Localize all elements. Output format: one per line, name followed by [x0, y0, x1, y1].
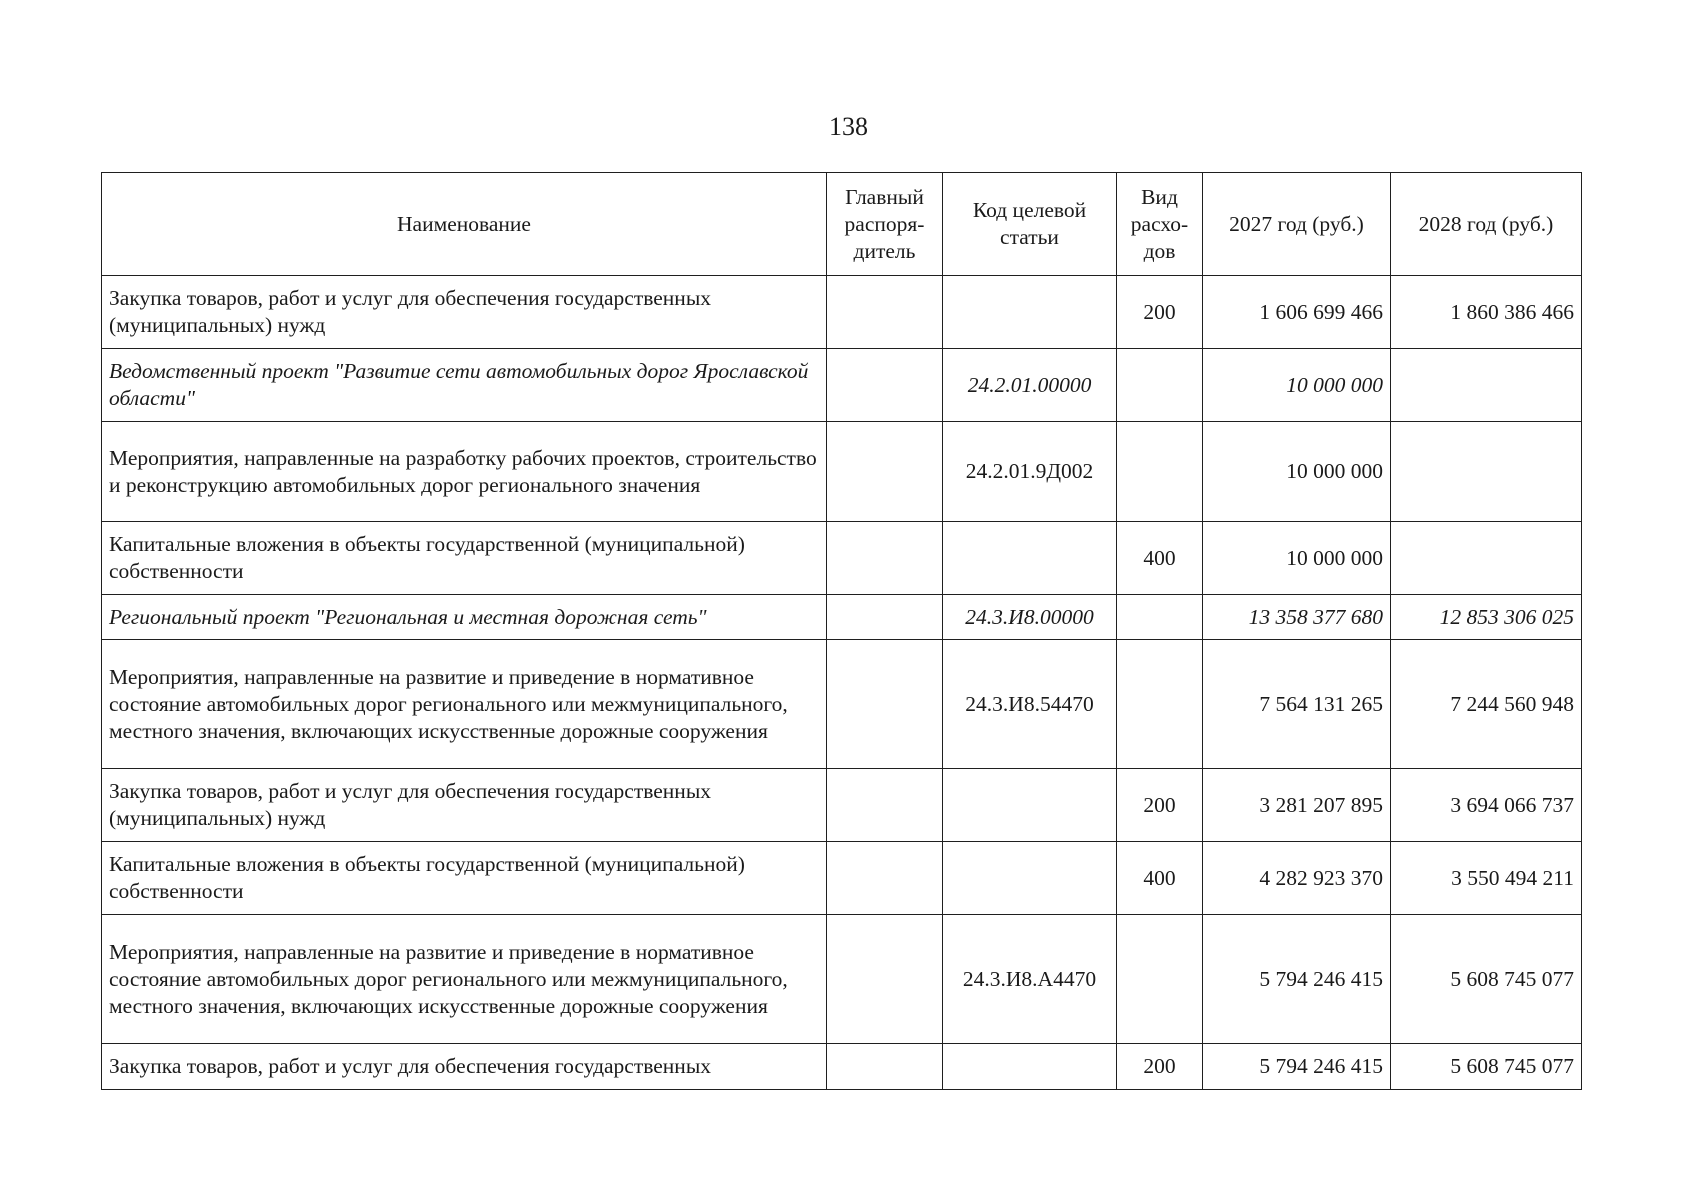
row-amount-2027: 4 282 923 370	[1203, 842, 1391, 915]
table-row	[102, 769, 1582, 842]
row-expense-type	[1117, 349, 1203, 422]
table-row	[102, 349, 1582, 422]
row-amount-2028	[1391, 522, 1582, 595]
row-amount-2028: 1 860 386 466	[1391, 276, 1582, 349]
row-amount-2028: 5 608 745 077	[1391, 1044, 1582, 1090]
page-number: 138	[829, 112, 868, 141]
row-amount-2028	[1391, 422, 1582, 522]
row-expense-type	[1117, 422, 1203, 522]
row-manager	[827, 422, 943, 522]
row-code: 24.2.01.9Д002	[943, 422, 1117, 522]
row-code	[943, 1044, 1117, 1090]
row-amount-2027: 1 606 699 466	[1203, 276, 1391, 349]
row-manager	[827, 276, 943, 349]
table-row	[102, 595, 1582, 640]
budget-table	[101, 172, 1582, 1090]
row-expense-type: 200	[1117, 769, 1203, 842]
header-year-2028: 2028 год (руб.)	[1391, 173, 1582, 276]
row-manager	[827, 640, 943, 769]
row-amount-2027: 3 281 207 895	[1203, 769, 1391, 842]
row-amount-2027: 5 794 246 415	[1203, 1044, 1391, 1090]
row-expense-type	[1117, 640, 1203, 769]
table-row	[102, 1044, 1582, 1090]
row-code	[943, 842, 1117, 915]
header-code: Код целевой статьи	[943, 173, 1117, 276]
row-amount-2028: 12 853 306 025	[1391, 595, 1582, 640]
row-name: Капитальные вложения в объекты государственной (муниципальной) собственности	[102, 842, 827, 915]
row-name: Закупка товаров, работ и услуг для обеспечения государственных (муниципальных) нужд	[102, 769, 827, 842]
row-name: Мероприятия, направленные на развитие и приведение в нормативное состояние автомобильных дорог регионального или межмуниципального, местного значения, включающих искусственные дорожные сооружения	[102, 640, 827, 769]
row-name: Ведомственный проект "Развитие сети автомобильных дорог Ярославской области"	[102, 349, 827, 422]
header-row	[102, 173, 1582, 276]
row-expense-type	[1117, 595, 1203, 640]
header-year-2027: 2027 год (руб.)	[1203, 173, 1391, 276]
row-code: 24.3.И8.54470	[943, 640, 1117, 769]
row-manager	[827, 595, 943, 640]
row-code: 24.3.И8.00000	[943, 595, 1117, 640]
row-amount-2028: 7 244 560 948	[1391, 640, 1582, 769]
row-amount-2027: 13 358 377 680	[1203, 595, 1391, 640]
row-code	[943, 276, 1117, 349]
header-name: Наименование	[102, 173, 827, 276]
header-expense-type: Вид расхо-дов	[1117, 173, 1203, 276]
row-code	[943, 522, 1117, 595]
row-name: Региональный проект "Региональная и местная дорожная сеть"	[102, 595, 827, 640]
row-amount-2028: 3 694 066 737	[1391, 769, 1582, 842]
row-code	[943, 769, 1117, 842]
row-name: Закупка товаров, работ и услуг для обеспечения государственных (муниципальных) нужд	[102, 276, 827, 349]
row-amount-2028: 5 608 745 077	[1391, 915, 1582, 1044]
row-amount-2027: 10 000 000	[1203, 349, 1391, 422]
row-manager	[827, 349, 943, 422]
row-code: 24.2.01.00000	[943, 349, 1117, 422]
row-expense-type: 400	[1117, 842, 1203, 915]
table-row	[102, 422, 1582, 522]
row-name: Мероприятия, направленные на разработку рабочих проектов, строительство и реконструкцию автомобильных дорог регионального значения	[102, 422, 827, 522]
row-amount-2027: 7 564 131 265	[1203, 640, 1391, 769]
table-row	[102, 640, 1582, 769]
row-amount-2028	[1391, 349, 1582, 422]
row-name: Мероприятия, направленные на развитие и приведение в нормативное состояние автомобильных дорог регионального или межмуниципального, местного значения, включающих искусственные дорожные сооружения	[102, 915, 827, 1044]
row-manager	[827, 769, 943, 842]
row-amount-2027: 10 000 000	[1203, 522, 1391, 595]
row-manager	[827, 1044, 943, 1090]
row-amount-2027: 5 794 246 415	[1203, 915, 1391, 1044]
row-expense-type: 200	[1117, 276, 1203, 349]
table-row	[102, 276, 1582, 349]
row-name: Капитальные вложения в объекты государственной (муниципальной) собственности	[102, 522, 827, 595]
row-name: Закупка товаров, работ и услуг для обеспечения государственных	[102, 1044, 827, 1090]
header-manager: Главный распоря-дитель	[827, 173, 943, 276]
row-expense-type: 400	[1117, 522, 1203, 595]
row-expense-type: 200	[1117, 1044, 1203, 1090]
row-manager	[827, 842, 943, 915]
row-amount-2028: 3 550 494 211	[1391, 842, 1582, 915]
row-manager	[827, 522, 943, 595]
table-row	[102, 522, 1582, 595]
row-expense-type	[1117, 915, 1203, 1044]
row-manager	[827, 915, 943, 1044]
row-code: 24.3.И8.А4470	[943, 915, 1117, 1044]
table-row	[102, 915, 1582, 1044]
row-amount-2027: 10 000 000	[1203, 422, 1391, 522]
table-row	[102, 842, 1582, 915]
